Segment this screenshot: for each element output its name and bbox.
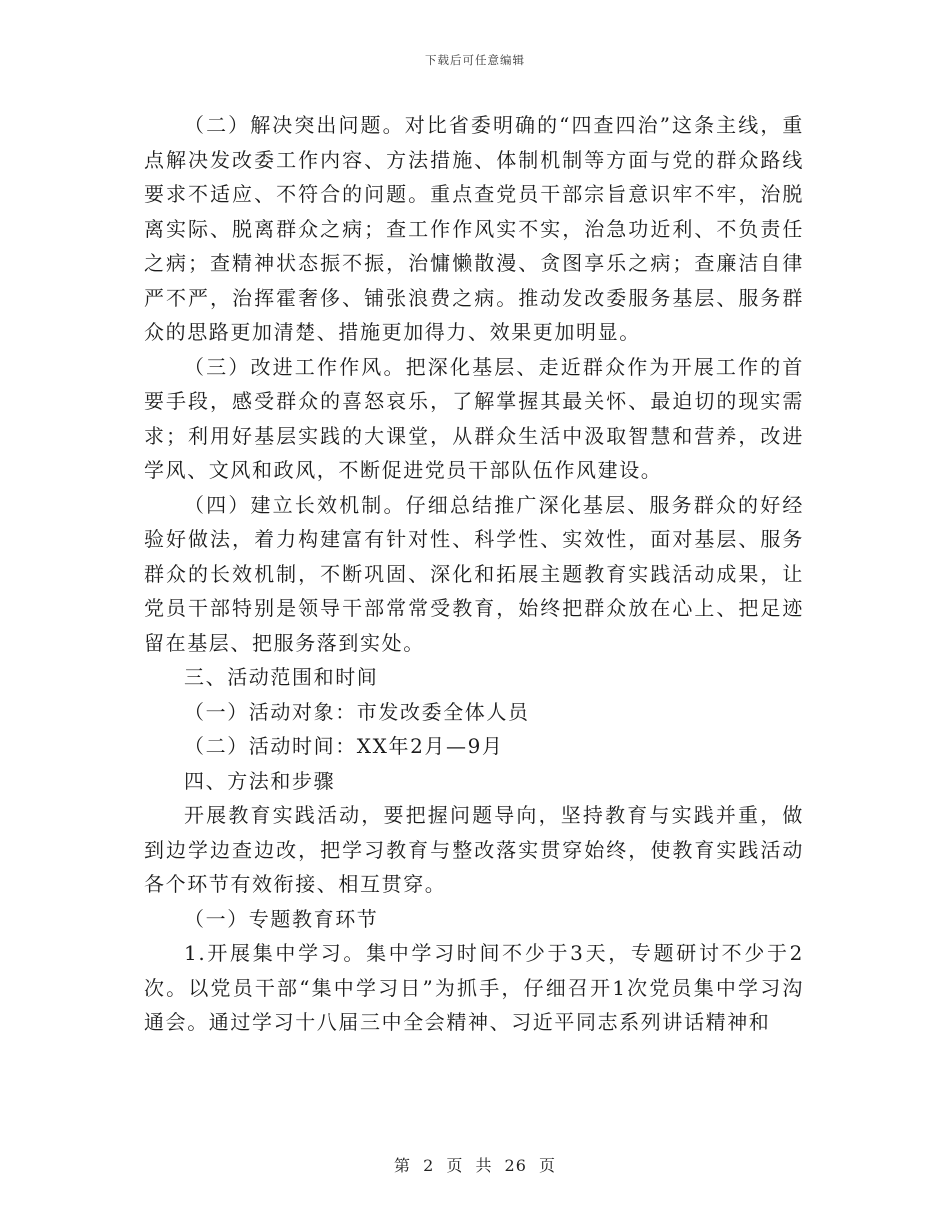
section-heading-scope-time: 三、活动范围和时间 xyxy=(184,665,379,689)
paragraph-long-term-mechanism: （四）建立长效机制。仔细总结推广深化基层、服务群众的好经验好做法，着力构建富有针对性、科学性、实效性，面对基层、服务群众的长效机制，不断巩固、深化和拓展主题教育实践活动成果，让党员干部特别是领导干部常常受教育，始终把群众放在心上、把足迹留在基层、把服务落到实处。 xyxy=(144,492,804,655)
item-activity-time: （二）活动时间：XX年2月—9月 xyxy=(184,734,504,758)
paragraph-centralized-study: 1.开展集中学习。集中学习时间不少于3天，专题研讨不少于2次。以党员干部“集中学习日”为抓手，仔细召开1次党员集中学习沟通会。通过学习十八届三中全会精神、习近平同志系列讲话精神和 xyxy=(144,941,804,1034)
page-number: 第 2 页 共 26 页 xyxy=(394,1156,556,1175)
section-heading-methods-steps: 四、方法和步骤 xyxy=(184,768,336,793)
paragraph-methods-intro: 开展教育实践活动，要把握问题导向，坚持教育与实践并重，做到边学边查边改，把学习教育与整改落实贯穿始终，使教育实践活动各个环节有效衔接、相互贯穿。 xyxy=(144,803,804,896)
paragraph-solve-problems: （二）解决突出问题。对比省委明确的“四查四治”这条主线，重点解决发改委工作内容、方法措施、体制机制等方面与党的群众路线要求不适应、不符合的问题。重点查党员干部宗旨意识牢不牢，治脱离实际、脱离群众之病；查工作作风实不实，治急功近利、不负责任之病；查精神状态振不振，治慵懒散漫、贪图享乐之病；查廉洁自律严不严，治挥霍奢侈、铺张浪费之病。推动发改委服务基层、服务群众的思路更加清楚、措施更加得力、效果更加明显。 xyxy=(144,113,804,344)
item-activity-target: （一）活动对象：市发改委全体人员 xyxy=(184,699,530,724)
document-body xyxy=(144,108,804,1040)
paragraph-improve-style: （三）改进工作作风。把深化基层、走近群众作为开展工作的首要手段，感受群众的喜怒哀乐，了解掌握其最关怀、最迫切的现实需求；利用好基层实践的大课堂，从群众生活中汲取智慧和营养，改进学风、文风和政风，不断促进党员干部队伍作风建设。 xyxy=(144,354,804,482)
page-header-note: 下载后可任意编辑 xyxy=(425,53,525,67)
subheading-special-education: （一）专题教育环节 xyxy=(184,906,379,931)
